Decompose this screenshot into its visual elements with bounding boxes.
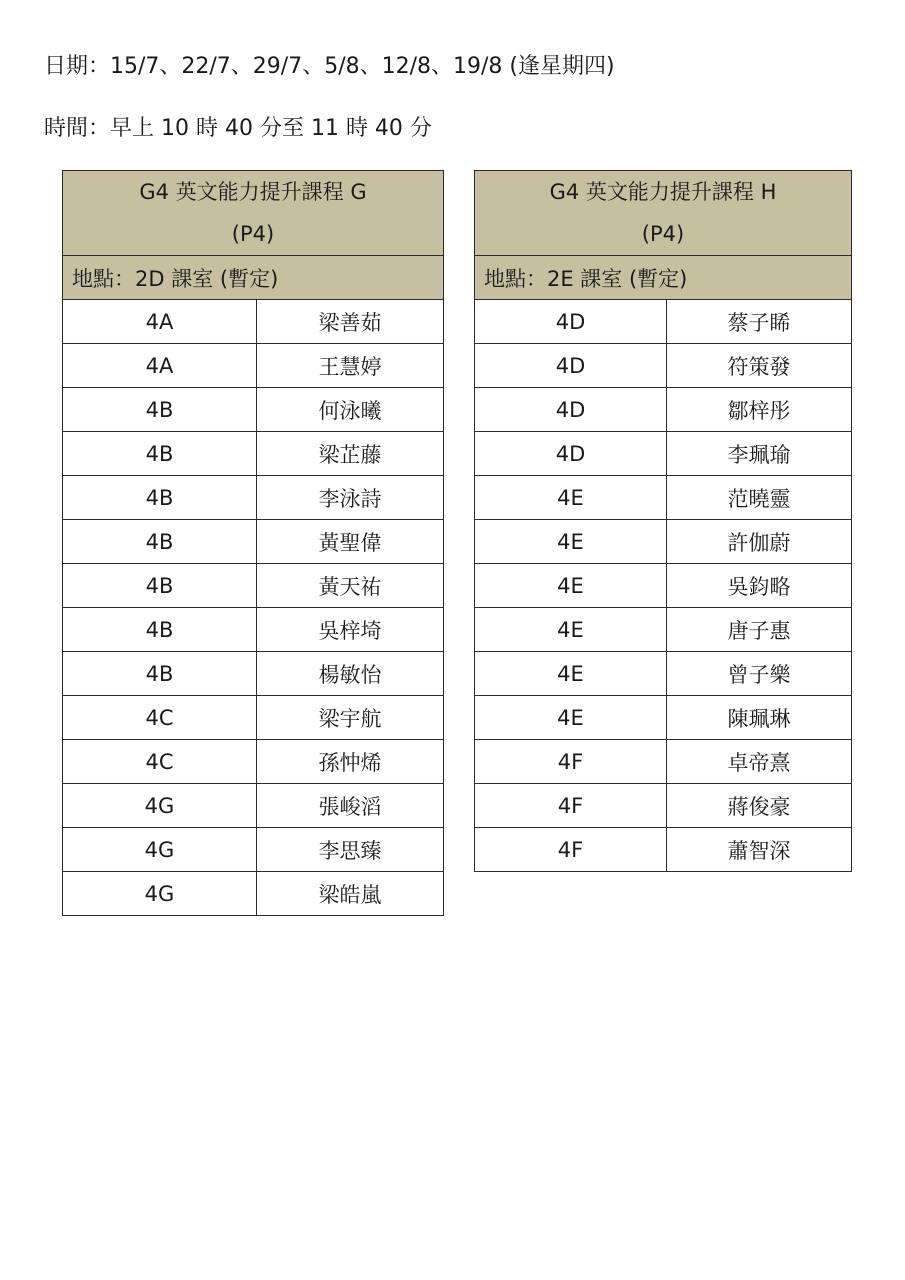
class-cell: 4B (63, 388, 257, 432)
student-name-cell: 吳鈞略 (667, 564, 852, 608)
student-name-cell: 鄒梓彤 (667, 388, 852, 432)
class-cell: 4D (475, 344, 667, 388)
table-row (63, 608, 444, 652)
student-name-cell: 楊敏怡 (257, 652, 444, 696)
class-cell: 4D (475, 300, 667, 344)
table-row (63, 784, 444, 828)
student-name-cell: 范曉靈 (667, 476, 852, 520)
class-cell: 4G (63, 784, 257, 828)
table-row (475, 696, 852, 740)
class-cell: 4A (63, 344, 257, 388)
table-row (63, 300, 444, 344)
student-name-cell: 符策發 (667, 344, 852, 388)
student-name-cell: 曾子樂 (667, 652, 852, 696)
student-name-cell: 唐子惠 (667, 608, 852, 652)
course-g-table (62, 170, 444, 916)
table-row (475, 300, 852, 344)
class-cell: 4E (475, 520, 667, 564)
class-cell: 4B (63, 652, 257, 696)
course-h-venue: 地點：2E 課室 (暫定) (475, 256, 852, 300)
table-row (475, 608, 852, 652)
table-row (63, 520, 444, 564)
class-cell: 4E (475, 652, 667, 696)
course-h-period: (P4) (641, 222, 685, 246)
table-row (475, 432, 852, 476)
student-name-cell: 何泳曦 (257, 388, 444, 432)
table-row (475, 652, 852, 696)
class-cell: 4D (475, 432, 667, 476)
schedule-dates: 日期：15/7、22/7、29/7、5/8、12/8、19/8 (逢星期四) (44, 54, 615, 79)
schedule-time: 時間：早上 10 時 40 分至 11 時 40 分 (44, 116, 432, 141)
class-cell: 4E (475, 696, 667, 740)
table-row (63, 476, 444, 520)
table-row (63, 872, 444, 916)
course-h-table (474, 170, 852, 872)
class-cell: 4E (475, 476, 667, 520)
table-row (63, 696, 444, 740)
class-cell: 4C (63, 740, 257, 784)
class-cell: 4D (475, 388, 667, 432)
class-cell: 4B (63, 608, 257, 652)
class-cell: 4F (475, 828, 667, 872)
table-row (475, 476, 852, 520)
student-name-cell: 許伽蔚 (667, 520, 852, 564)
class-cell: 4E (475, 608, 667, 652)
table-row (475, 564, 852, 608)
student-name-cell: 梁善茹 (257, 300, 444, 344)
table-row (475, 740, 852, 784)
course-h-title-text: G4 英文能力提升課程 H (549, 180, 777, 204)
table-row (63, 652, 444, 696)
class-cell: 4C (63, 696, 257, 740)
table-row (475, 344, 852, 388)
table-row (63, 388, 444, 432)
class-cell: 4A (63, 300, 257, 344)
student-name-cell: 吳梓埼 (257, 608, 444, 652)
table-row (475, 520, 852, 564)
student-name-cell: 張峻滔 (257, 784, 444, 828)
student-name-cell: 蔣俊豪 (667, 784, 852, 828)
course-g-title (63, 171, 444, 256)
student-name-cell: 孫忡烯 (257, 740, 444, 784)
class-cell: 4F (475, 784, 667, 828)
student-name-cell: 梁芷藤 (257, 432, 444, 476)
class-cell: 4B (63, 432, 257, 476)
student-name-cell: 卓帝熹 (667, 740, 852, 784)
student-name-cell: 梁皓嵐 (257, 872, 444, 916)
table-row (475, 828, 852, 872)
student-name-cell: 蕭智深 (667, 828, 852, 872)
student-name-cell: 陳珮琳 (667, 696, 852, 740)
course-g-title-text: G4 英文能力提升課程 G (139, 180, 367, 204)
class-cell: 4B (63, 564, 257, 608)
student-name-cell: 蔡子睎 (667, 300, 852, 344)
class-cell: 4G (63, 872, 257, 916)
table-row (63, 828, 444, 872)
class-cell: 4F (475, 740, 667, 784)
course-g-period: (P4) (231, 222, 275, 246)
student-name-cell: 王慧婷 (257, 344, 444, 388)
class-cell: 4G (63, 828, 257, 872)
table-row (63, 432, 444, 476)
course-g-venue: 地點：2D 課室 (暫定) (63, 256, 444, 300)
table-row (63, 740, 444, 784)
student-name-cell: 黃天祐 (257, 564, 444, 608)
table-row (63, 564, 444, 608)
student-name-cell: 梁宇航 (257, 696, 444, 740)
table-row (63, 344, 444, 388)
class-cell: 4E (475, 564, 667, 608)
student-name-cell: 李泳詩 (257, 476, 444, 520)
course-h-title (475, 171, 852, 256)
student-name-cell: 李思臻 (257, 828, 444, 872)
student-name-cell: 黃聖偉 (257, 520, 444, 564)
table-row (475, 784, 852, 828)
class-cell: 4B (63, 520, 257, 564)
table-row (475, 388, 852, 432)
class-cell: 4B (63, 476, 257, 520)
student-name-cell: 李珮瑜 (667, 432, 852, 476)
